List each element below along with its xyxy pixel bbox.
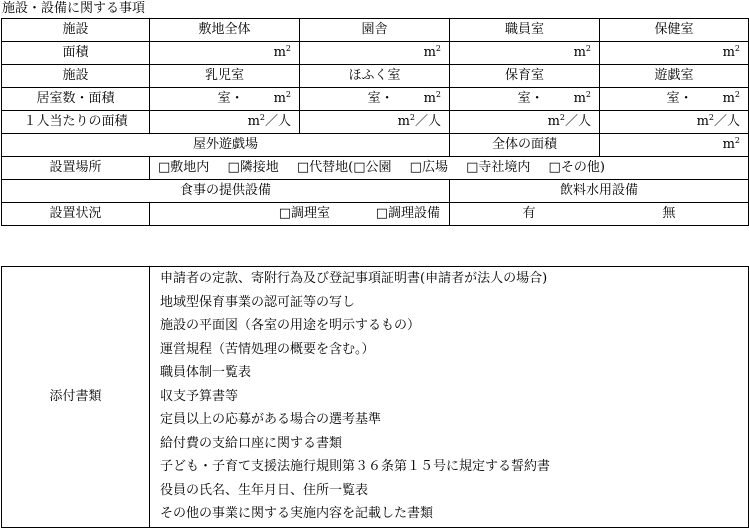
unit-sup: 2	[259, 113, 265, 122]
table-row	[2, 88, 749, 111]
water-yes[interactable]: 有	[522, 206, 536, 221]
table-row	[2, 203, 749, 226]
list-item: 給付費の支給口座に関する書類	[160, 435, 343, 451]
unit-sup: 2	[585, 44, 591, 53]
unit: m	[696, 114, 709, 129]
area-cell[interactable]	[300, 42, 450, 65]
section-title: 施設・設備に関する事項	[2, 1, 146, 16]
per-person-cell[interactable]	[150, 111, 300, 134]
room-label: 室・	[517, 91, 544, 106]
rooms-area-cell[interactable]	[150, 88, 300, 111]
unit-sup: 2	[285, 44, 291, 53]
col-header: 園舎	[300, 19, 450, 42]
checkbox-temple-shrine[interactable]: □寺社境内	[466, 160, 531, 175]
list-item: 定員以上の応募がある場合の選考基準	[160, 412, 382, 427]
water-status-cell	[450, 203, 749, 226]
row-label: 設置場所	[2, 157, 150, 180]
unit-sup: 2	[435, 44, 441, 53]
total-area-label: 全体の面積	[450, 134, 600, 157]
unit-sup: 2	[734, 44, 740, 53]
table-row	[2, 157, 749, 180]
outdoor-playground-label: 屋外遊戯場	[2, 134, 450, 157]
unit: m	[722, 137, 735, 152]
row-label: 施設	[2, 65, 150, 88]
rooms-area-cell[interactable]	[600, 88, 749, 111]
area-cell[interactable]	[150, 42, 300, 65]
total-area-cell[interactable]	[600, 134, 749, 157]
room-label: 室・	[367, 91, 394, 106]
unit: m	[573, 45, 586, 60]
unit: m	[247, 114, 260, 129]
col-header: 遊戯室	[600, 65, 749, 88]
list-item: 地域型保育事業の認可証等の写し	[160, 294, 356, 310]
unit: m	[273, 45, 286, 60]
unit: m	[397, 114, 410, 129]
attachments-list	[150, 267, 749, 528]
unit: m	[423, 45, 436, 60]
per-person-cell[interactable]	[600, 111, 749, 134]
meal-equipment-label: 食事の提供設備	[2, 180, 450, 203]
row-label: 居室数・面積	[2, 88, 150, 111]
per-person: ／人	[414, 114, 441, 129]
col-header: ほふく室	[300, 65, 450, 88]
list-item: 子ども・子育て支援法施行規則第３６条第１５号に規定する誓約書	[160, 459, 551, 474]
list-item: 職員体制一覧表	[160, 365, 252, 380]
meal-status-cell	[150, 203, 450, 226]
unit: m	[547, 114, 560, 129]
list-item: 申請者の定款、寄附行為及び登記事項証明書(申請者が法人の場合)	[160, 271, 548, 286]
unit-sup: 2	[285, 90, 291, 99]
unit-sup: 2	[734, 136, 740, 145]
list-item: 運営規程（苦情処理の概要を含む。）	[160, 341, 375, 357]
area-cell[interactable]	[600, 42, 749, 65]
checkbox-adjacent[interactable]: □隣接地	[227, 160, 279, 175]
unit: m	[273, 91, 286, 106]
row-label: １人当たりの面積	[2, 111, 150, 134]
unit-sup: 2	[708, 113, 714, 122]
unit: m	[423, 91, 436, 106]
unit-sup: 2	[734, 90, 740, 99]
area-cell[interactable]	[450, 42, 600, 65]
unit-sup: 2	[435, 90, 441, 99]
drinking-water-label: 飲料水用設備	[450, 180, 749, 203]
row-label: 設置状況	[2, 203, 150, 226]
list-item: 収支予算書等	[160, 388, 239, 404]
table-row	[2, 111, 749, 134]
col-header: 保育室	[450, 65, 600, 88]
room-label: 室・	[666, 91, 693, 106]
col-header: 職員室	[450, 19, 600, 42]
table-row	[2, 134, 749, 157]
unit: m	[573, 91, 586, 106]
checkbox-premises[interactable]: □敷地内	[158, 160, 210, 175]
per-person-cell[interactable]	[300, 111, 450, 134]
per-person-cell[interactable]	[450, 111, 600, 134]
row-label: 面積	[2, 42, 150, 65]
checkbox-cooking-room[interactable]: □調理室	[278, 206, 330, 221]
checkbox-square[interactable]: □広場	[409, 160, 448, 175]
attachments-label: 添付書類	[2, 267, 150, 528]
unit: m	[722, 91, 735, 106]
col-header: 保健室	[600, 19, 749, 42]
list-item: その他の事業に関する実施内容を記載した書類	[160, 506, 434, 521]
table-row	[2, 42, 749, 65]
table-row	[2, 65, 749, 88]
room-label: 室・	[217, 91, 244, 106]
unit-sup: 2	[409, 113, 415, 122]
col-header: 乳児室	[150, 65, 300, 88]
checkbox-alternative-park[interactable]: □代替地(□公園	[296, 160, 392, 175]
checkbox-other[interactable]: □その他)	[548, 160, 605, 175]
per-person: ／人	[713, 114, 740, 129]
row-label: 施設	[2, 19, 150, 42]
rooms-area-cell[interactable]	[450, 88, 600, 111]
attachments-table	[1, 266, 749, 528]
table-row	[2, 19, 749, 42]
checkbox-cooking-equipment[interactable]: □調理設備	[375, 206, 440, 221]
list-item: 役員の氏名、生年月日、住所一覧表	[160, 482, 369, 498]
per-person: ／人	[264, 114, 291, 129]
table-row	[2, 267, 749, 528]
unit-sup: 2	[559, 113, 565, 122]
per-person: ／人	[564, 114, 591, 129]
list-item: 施設の平面図（各室の用途を明示するもの）	[160, 318, 421, 333]
location-options	[150, 157, 749, 180]
unit: m	[722, 45, 735, 60]
rooms-area-cell[interactable]	[300, 88, 450, 111]
unit-sup: 2	[585, 90, 591, 99]
table-row	[2, 180, 749, 203]
facility-table	[1, 18, 749, 226]
col-header: 敷地全体	[150, 19, 300, 42]
water-no[interactable]: 無	[662, 206, 676, 221]
